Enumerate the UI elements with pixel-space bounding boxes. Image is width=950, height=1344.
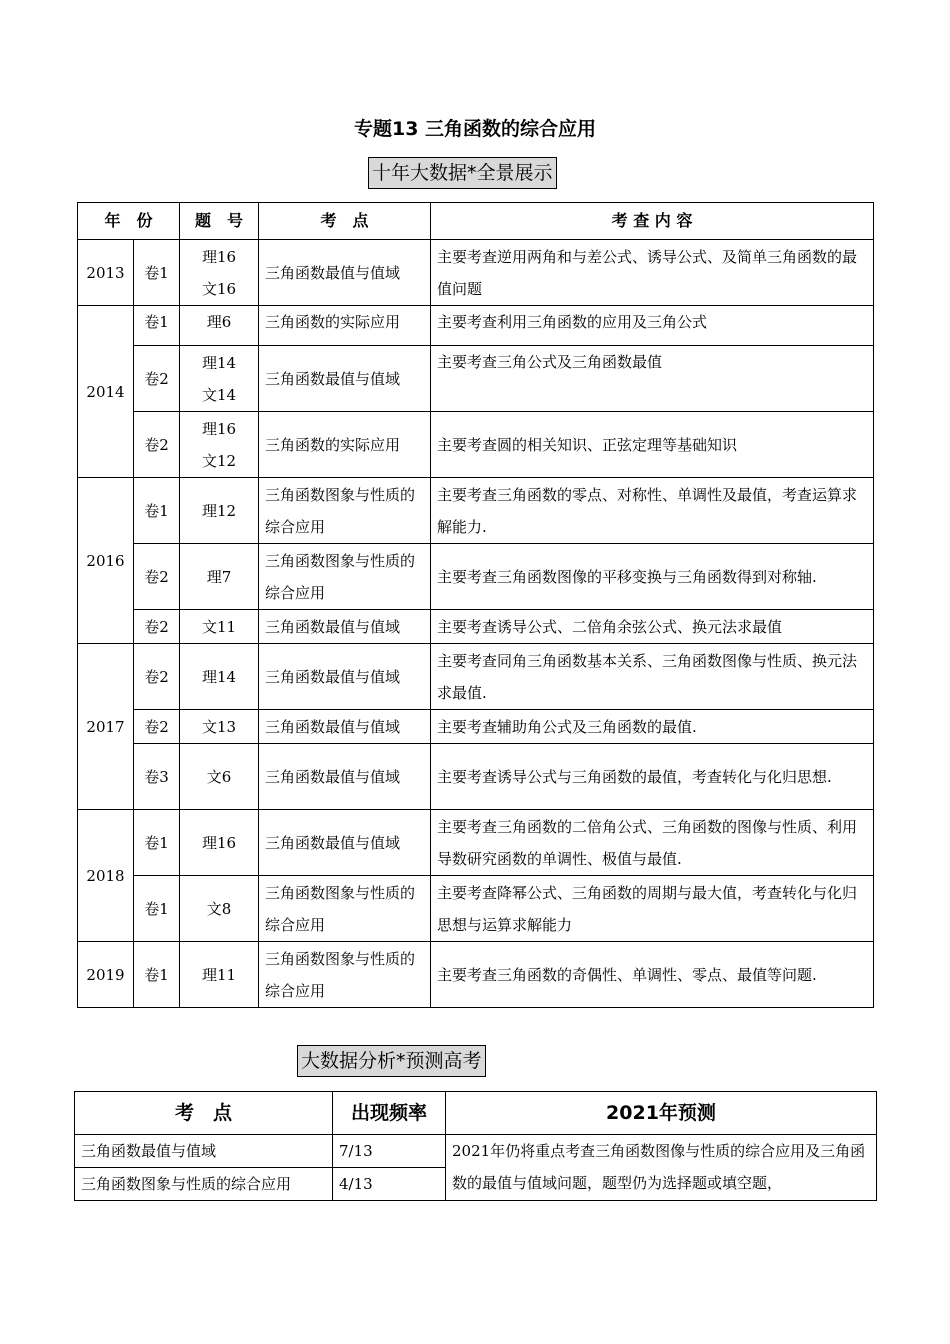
year-cell: 2014 <box>78 306 134 478</box>
frequency-cell: 4/13 <box>333 1168 446 1201</box>
number-cell: 理16 文12 <box>180 412 259 478</box>
table-row <box>78 240 874 306</box>
table-header-row <box>75 1092 877 1135</box>
volume-cell: 卷1 <box>134 478 180 544</box>
year-cell: 2019 <box>78 942 134 1008</box>
content-cell: 主要考查降幂公式、三角函数的周期与最大值，考查转化与化归思想与运算求解能力 <box>431 876 874 942</box>
topic-cell: 三角函数最值与值域 <box>259 810 431 876</box>
header-prediction: 2021年预测 <box>446 1092 877 1135</box>
volume-cell: 卷1 <box>134 240 180 306</box>
table-row <box>78 810 874 876</box>
topic-cell: 三角函数图象与性质的综合应用 <box>259 942 431 1008</box>
volume-cell: 卷1 <box>134 306 180 346</box>
volume-cell: 卷2 <box>134 544 180 610</box>
topic-cell: 三角函数最值与值域 <box>259 744 431 810</box>
number-cell: 文11 <box>180 610 259 644</box>
table-row <box>78 478 874 544</box>
prediction-cell: 2021年仍将重点考查三角函数图像与性质的综合应用及三角函数的最值与值域问题，题型仍为选择题或填空题， <box>446 1135 877 1201</box>
number-cell: 文13 <box>180 710 259 744</box>
frequency-cell: 7/13 <box>333 1135 446 1168</box>
topic-cell: 三角函数图象与性质的综合应用 <box>259 478 431 544</box>
table-row <box>78 644 874 710</box>
table-header-row <box>78 203 874 240</box>
table-row <box>78 346 874 412</box>
topic-cell: 三角函数的实际应用 <box>259 306 431 346</box>
volume-cell: 卷2 <box>134 346 180 412</box>
content-cell: 主要考查圆的相关知识、正弦定理等基础知识 <box>431 412 874 478</box>
table-row <box>78 710 874 744</box>
table-row <box>78 610 874 644</box>
volume-cell: 卷2 <box>134 412 180 478</box>
table-row <box>78 412 874 478</box>
topic-cell: 三角函数最值与值域 <box>259 346 431 412</box>
content-cell: 主要考查诱导公式、二倍角余弦公式、换元法求最值 <box>431 610 874 644</box>
content-cell: 主要考查逆用两角和与差公式、诱导公式、及简单三角函数的最值问题 <box>431 240 874 306</box>
topic-cell: 三角函数最值与值域 <box>259 610 431 644</box>
volume-cell: 卷2 <box>134 610 180 644</box>
table-row <box>78 544 874 610</box>
prediction-table <box>74 1091 877 1201</box>
header-topic: 考 点 <box>259 203 431 240</box>
ten-year-data-table <box>77 202 874 1008</box>
content-cell: 主要考查辅助角公式及三角函数的最值. <box>431 710 874 744</box>
number-cell: 理14 <box>180 644 259 710</box>
number-cell: 理14 文14 <box>180 346 259 412</box>
volume-cell: 卷2 <box>134 644 180 710</box>
topic-cell: 三角函数图象与性质的综合应用 <box>75 1168 333 1201</box>
volume-cell: 卷2 <box>134 710 180 744</box>
topic-cell: 三角函数图象与性质的综合应用 <box>259 876 431 942</box>
content-cell: 主要考查诱导公式与三角函数的最值，考查转化与化归思想. <box>431 744 874 810</box>
topic-cell: 三角函数最值与值域 <box>259 240 431 306</box>
number-cell: 文6 <box>180 744 259 810</box>
content-cell: 主要考查同角三角函数基本关系、三角函数图像与性质、换元法求最值. <box>431 644 874 710</box>
content-cell: 主要考查三角函数的奇偶性、单调性、零点、最值等问题. <box>431 942 874 1008</box>
year-cell: 2016 <box>78 478 134 644</box>
header-number: 题 号 <box>180 203 259 240</box>
table-row <box>78 306 874 346</box>
header-frequency: 出现频率 <box>333 1092 446 1135</box>
table-row <box>78 744 874 810</box>
number-cell: 理12 <box>180 478 259 544</box>
number-cell: 理7 <box>180 544 259 610</box>
topic-cell: 三角函数最值与值域 <box>259 710 431 744</box>
table-row <box>78 942 874 1008</box>
content-cell: 主要考查三角函数图像的平移变换与三角函数得到对称轴. <box>431 544 874 610</box>
header-year: 年 份 <box>78 203 180 240</box>
content-cell: 主要考查三角公式及三角函数最值 <box>431 346 874 412</box>
volume-cell: 卷1 <box>134 876 180 942</box>
volume-cell: 卷3 <box>134 744 180 810</box>
topic-cell: 三角函数的实际应用 <box>259 412 431 478</box>
page-title: 专题13 三角函数的综合应用 <box>353 118 597 140</box>
table-row <box>78 876 874 942</box>
section-banner-ten-year-data: 十年大数据*全景展示 <box>368 157 557 189</box>
table-row <box>75 1135 877 1168</box>
volume-cell: 卷1 <box>134 810 180 876</box>
volume-cell: 卷1 <box>134 942 180 1008</box>
topic-cell: 三角函数最值与值域 <box>259 644 431 710</box>
content-cell: 主要考查三角函数的零点、对称性、单调性及最值，考查运算求解能力. <box>431 478 874 544</box>
year-cell: 2017 <box>78 644 134 810</box>
number-cell: 理6 <box>180 306 259 346</box>
number-cell: 理16 <box>180 810 259 876</box>
number-cell: 理16 文16 <box>180 240 259 306</box>
number-cell: 理11 <box>180 942 259 1008</box>
year-cell: 2013 <box>78 240 134 306</box>
topic-cell: 三角函数图象与性质的综合应用 <box>259 544 431 610</box>
year-cell: 2018 <box>78 810 134 942</box>
number-cell: 文8 <box>180 876 259 942</box>
header-topic: 考 点 <box>75 1092 333 1135</box>
content-cell: 主要考查三角函数的二倍角公式、三角函数的图像与性质、利用导数研究函数的单调性、极值与最值. <box>431 810 874 876</box>
header-content: 考 查 内 容 <box>431 203 874 240</box>
section-banner-big-data-analysis: 大数据分析*预测高考 <box>297 1045 486 1077</box>
content-cell: 主要考查利用三角函数的应用及三角公式 <box>431 306 874 346</box>
topic-cell: 三角函数最值与值域 <box>75 1135 333 1168</box>
